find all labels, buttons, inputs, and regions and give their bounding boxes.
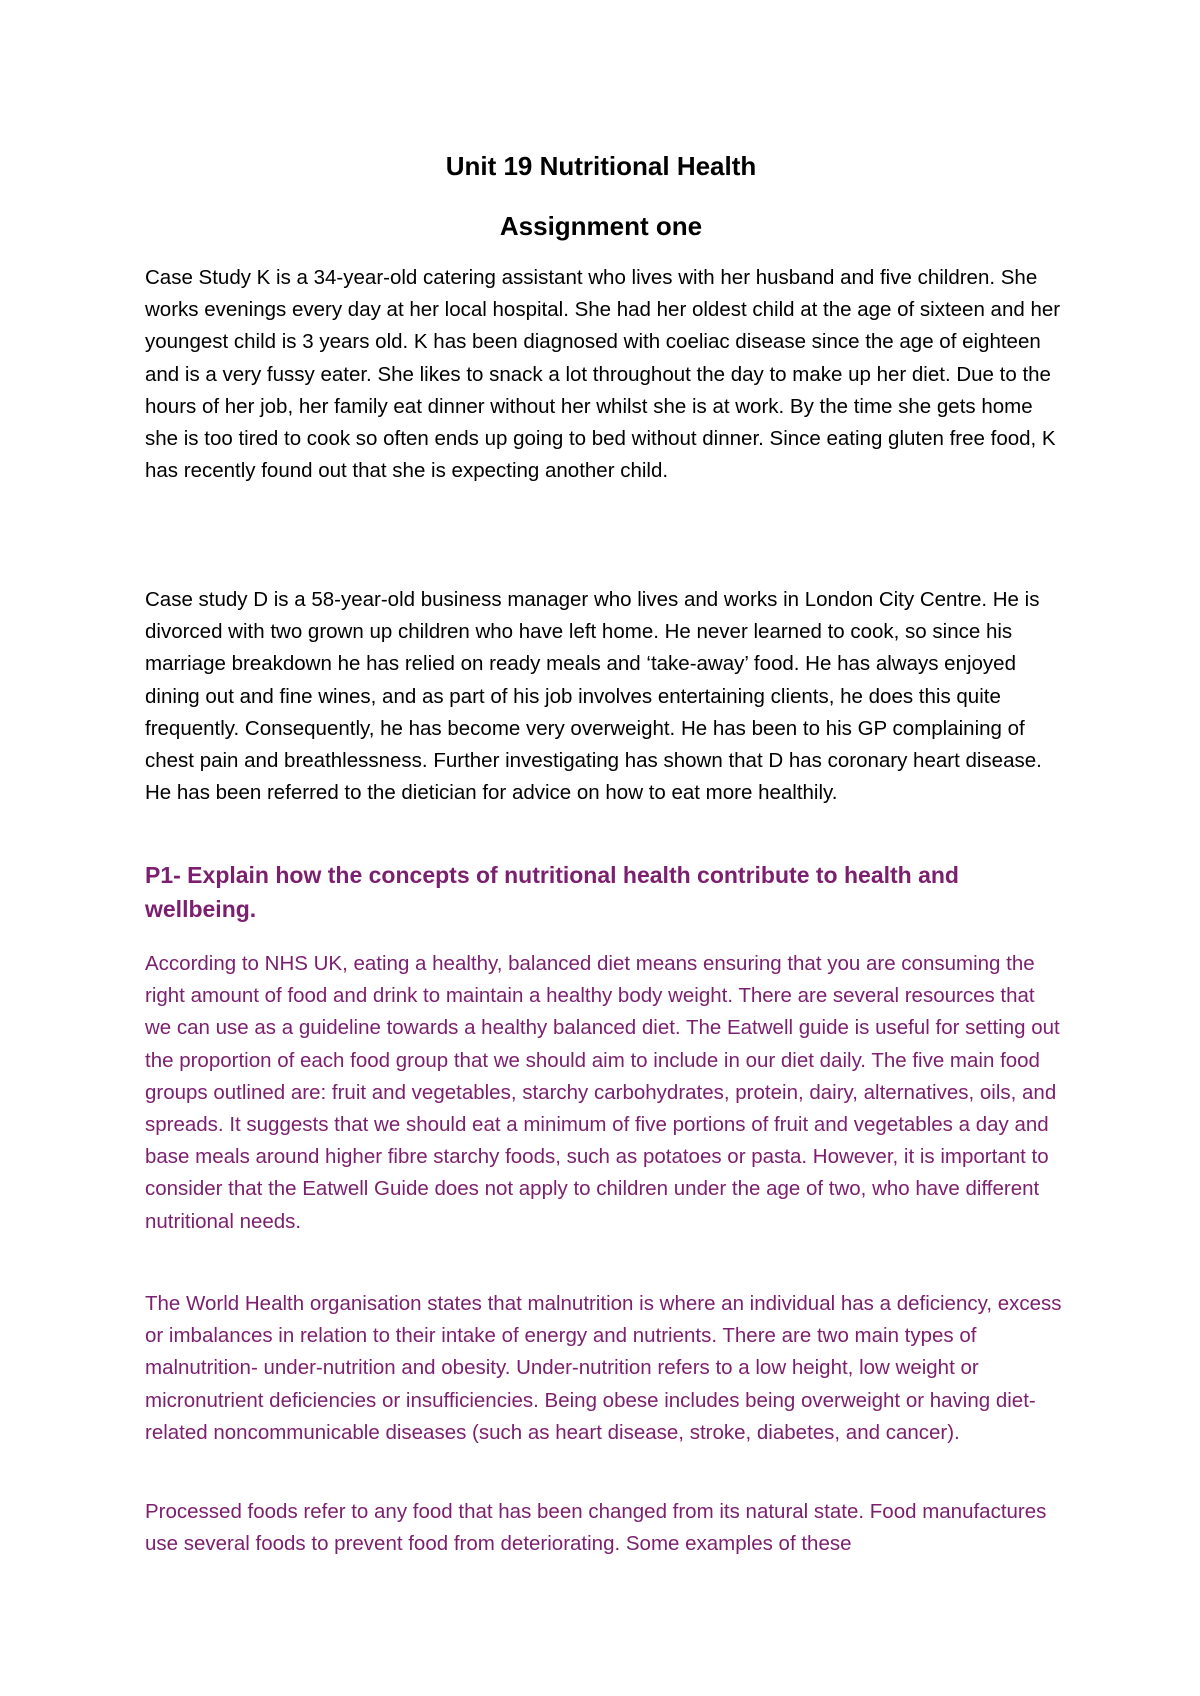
p1-paragraph-malnutrition: The World Health organisation states that malnutrition is where an individual has a deficiency, excess or imbalances in relation to their intake of energy and nutrients. There are two main types of malnutrition- under-nutrition and obesity. Under-nutrition refers to a low height, low weight or micronutrient deficiencies or insufficiencies. Being obese includes being overweight or having diet-related noncommunicable diseases (such as heart disease, stroke, diabetes, and cancer). bbox=[145, 1292, 1062, 1444]
p1-heading: P1- Explain how the concepts of nutritional health contribute to health and wellbeing. bbox=[145, 862, 959, 922]
document-title: Unit 19 Nutritional Health bbox=[445, 151, 757, 181]
document-subtitle: Assignment one bbox=[499, 211, 703, 241]
case-study-d-paragraph: Case study D is a 58-year-old business manager who lives and works in London City Centre. He is divorced with two grown up children who have left home. He never learned to cook, so since his marriage breakdown he has relied on ready meals and ‘take-away’ food. He has always enjoyed dining out and fine wines, and as part of his job involves entertaining clients, he does this quite frequently. Consequently, he has become very overweight. He has been to his GP complaining of chest pain and breathlessness. Further investigating has shown that D has coronary heart disease. He has been referred to the dietician for advice on how to eat more healthily. bbox=[145, 588, 1042, 805]
p1-paragraph-eatwell: According to NHS UK, eating a healthy, balanced diet means ensuring that you are consuming the right amount of food and drink to maintain a healthy body weight. There are several resources that we can use as a guideline towards a healthy balanced diet. The Eatwell guide is useful for setting out the proportion of each food group that we should aim to include in our diet daily. The five main food groups outlined are: fruit and vegetables, starchy carbohydrates, protein, dairy, alternatives, oils, and spreads. It suggests that we should eat a minimum of five portions of fruit and vegetables a day and base meals around higher fibre starchy foods, such as potatoes or pasta. However, it is important to consider that the Eatwell Guide does not apply to children under the age of two, who have different nutritional needs. bbox=[145, 952, 1060, 1233]
case-study-k-paragraph: Case Study K is a 34-year-old catering assistant who lives with her husband and five children. She works evenings every day at her local hospital. She had her oldest child at the age of sixteen and her youngest child is 3 years old. K has been diagnosed with coeliac disease since the age of eighteen and is a very fussy eater. She likes to snack a lot throughout the day to make up her diet. Due to the hours of her job, her family eat dinner without her whilst she is at work. By the time she gets home she is too tired to cook so often ends up going to bed without dinner. Since eating gluten free food, K has recently found out that she is expecting another child. bbox=[145, 266, 1061, 483]
p1-paragraph-processed-foods: Processed foods refer to any food that has been changed from its natural state. Food manufactures use several foods to prevent food from deteriorating. Some examples of these bbox=[145, 1500, 1047, 1556]
